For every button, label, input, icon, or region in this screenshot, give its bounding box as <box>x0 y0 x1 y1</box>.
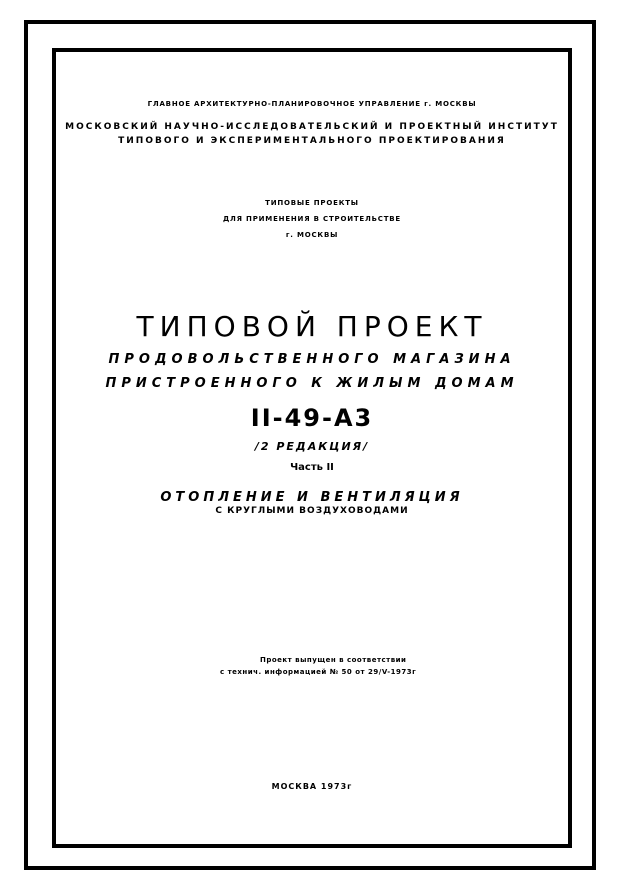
title-subtitle-1: ПРОДОВОЛЬСТВЕННОГО МАГАЗИНА <box>108 352 516 367</box>
section-detail: С КРУГЛЫМИ ВОЗДУХОВОДАМИ <box>215 506 409 516</box>
organization-line-3: ТИПОВОГО И ЭКСПЕРИМЕНТАЛЬНОГО ПРОЕКТИРОВАНИЯ <box>118 136 506 146</box>
project-code: II-49-А3 <box>250 404 374 432</box>
release-note-line-2: с технич. информацией № 50 от 29/V-1973г <box>220 668 417 676</box>
title-subtitle-2: ПРИСТРОЕННОГО К ЖИЛЫМ ДОМАМ <box>105 376 519 391</box>
edition-label: /2 РЕДАКЦИЯ/ <box>254 440 370 453</box>
series-line-3: г. МОСКВЫ <box>285 231 339 239</box>
release-note-line-1: Проект выпущен в соответствии <box>260 656 407 664</box>
series-line-1: ТИПОВЫЕ ПРОЕКТЫ <box>265 199 359 207</box>
document-title: ТИПОВОЙ ПРОЕКТ <box>136 310 488 343</box>
organization-line-2: МОСКОВСКИЙ НАУЧНО-ИССЛЕДОВАТЕЛЬСКИЙ И ПРОЕКТНЫЙ ИНСТИТУТ <box>65 122 559 132</box>
section-name: ОТОПЛЕНИЕ И ВЕНТИЛЯЦИЯ <box>160 490 464 505</box>
organization-line-1: ГЛАВНОЕ АРХИТЕКТУРНО-ПЛАНИРОВОЧНОЕ УПРАВЛЕНИЕ г. МОСКВЫ <box>147 100 477 108</box>
city-year: МОСКВА 1973г <box>271 782 353 791</box>
part-label: Часть II <box>290 462 334 473</box>
series-line-2: ДЛЯ ПРИМЕНЕНИЯ В СТРОИТЕЛЬСТВЕ <box>222 215 401 223</box>
